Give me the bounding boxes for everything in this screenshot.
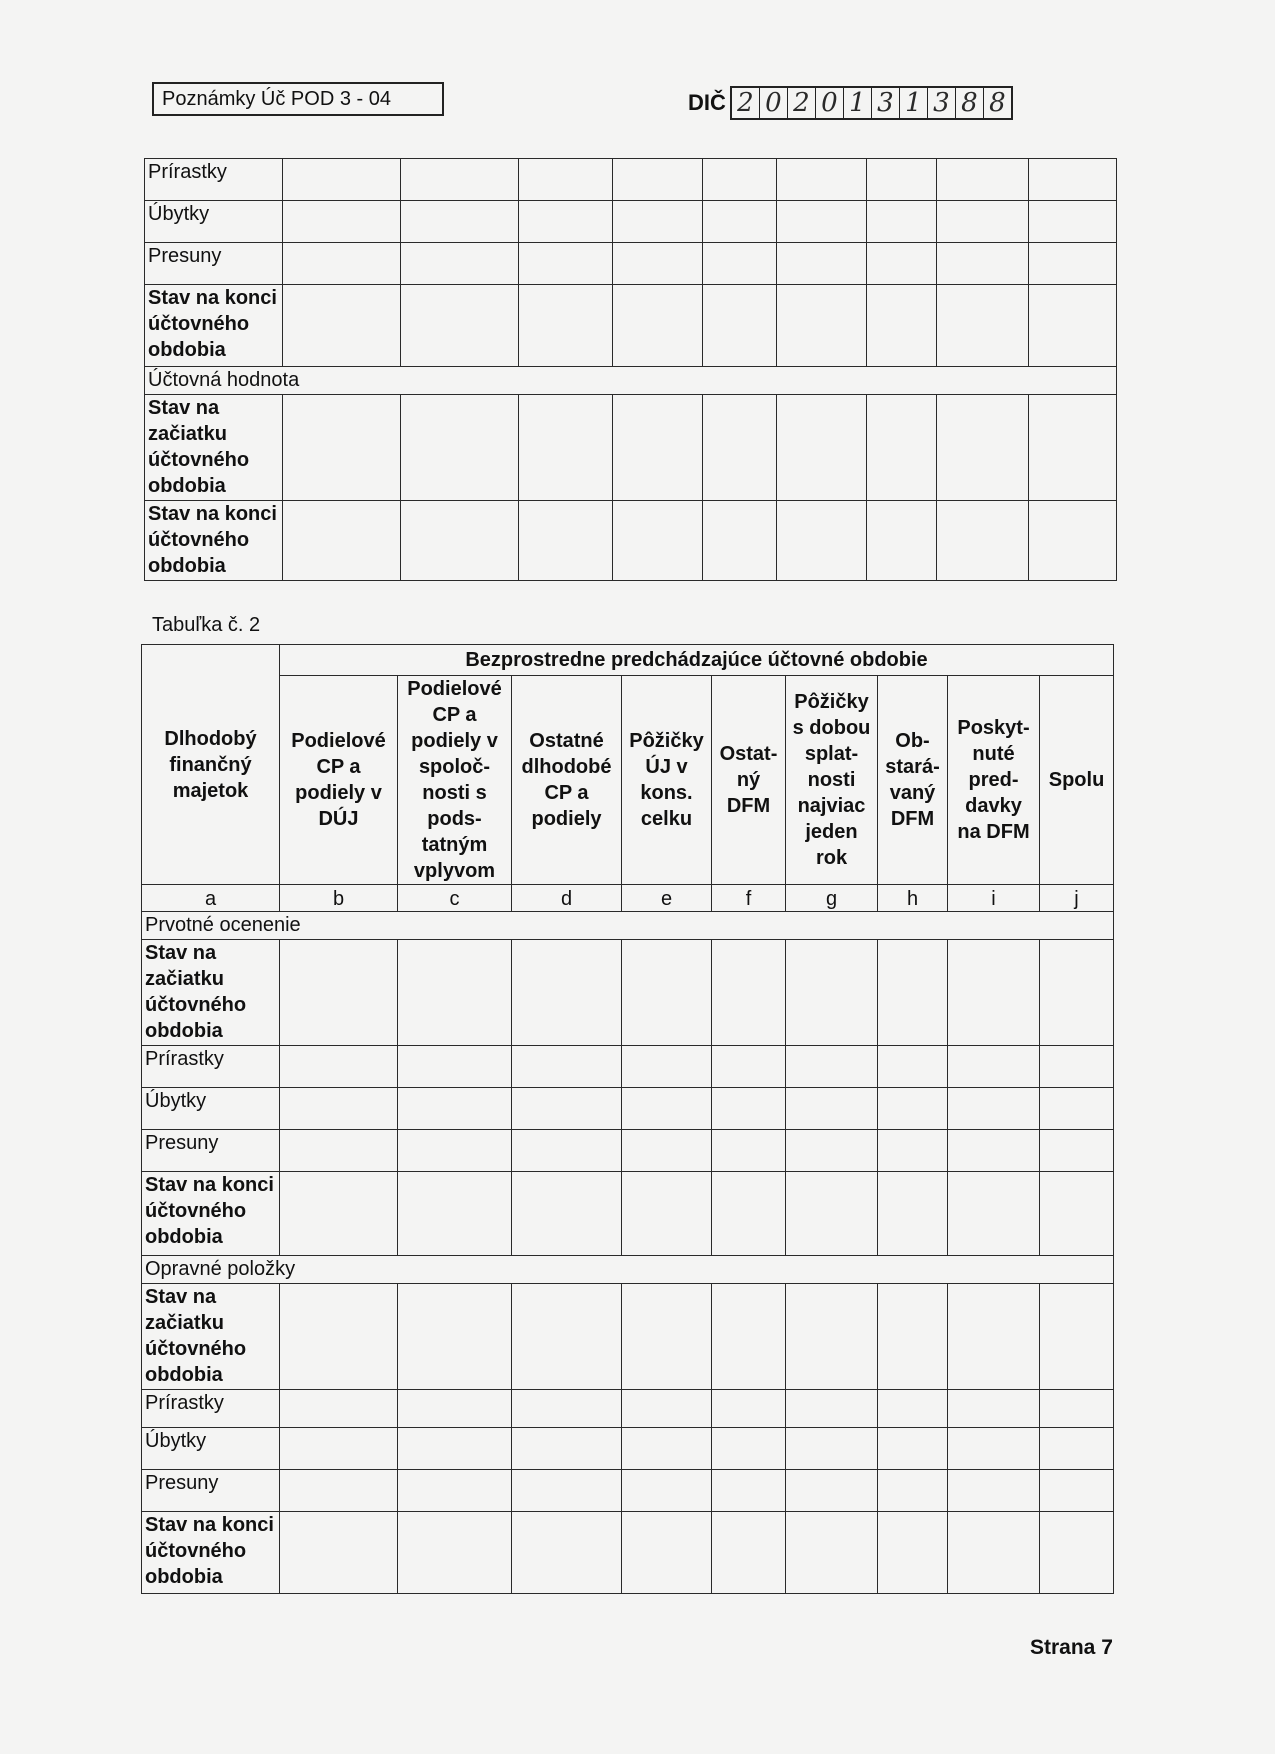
input-cell[interactable]: [786, 940, 878, 1046]
input-cell[interactable]: [622, 1046, 712, 1088]
input-cell[interactable]: [712, 1512, 786, 1594]
input-cell[interactable]: [283, 285, 401, 367]
column-header: Spolu: [1040, 676, 1114, 885]
input-cell[interactable]: [867, 395, 937, 501]
input-cell[interactable]: [712, 1284, 786, 1390]
row-label: Presuny: [142, 1130, 280, 1172]
form-reference: Poznámky Úč POD 3 - 04: [152, 82, 444, 116]
input-cell[interactable]: [712, 1470, 786, 1512]
input-cell[interactable]: [712, 1046, 786, 1088]
input-cell[interactable]: [512, 1390, 622, 1428]
input-cell[interactable]: [1029, 501, 1117, 581]
input-cell[interactable]: [1040, 1088, 1114, 1130]
input-cell[interactable]: [948, 1046, 1040, 1088]
input-cell[interactable]: [878, 1390, 948, 1428]
input-cell[interactable]: [622, 1088, 712, 1130]
input-cell[interactable]: [283, 159, 401, 201]
dic-digit: 3: [927, 88, 955, 118]
input-cell[interactable]: [948, 1428, 1040, 1470]
column-header: Ob- stará- vaný DFM: [878, 676, 948, 885]
section-label: Účtovná hodnota: [145, 367, 1117, 395]
input-cell[interactable]: [280, 940, 398, 1046]
column-letter: j: [1040, 885, 1114, 912]
input-cell[interactable]: [948, 1130, 1040, 1172]
input-cell[interactable]: [512, 1428, 622, 1470]
input-cell[interactable]: [878, 1284, 948, 1390]
input-cell[interactable]: [622, 1284, 712, 1390]
input-cell[interactable]: [622, 1172, 712, 1256]
column-header: Pôžičky ÚJ v kons. celku: [622, 676, 712, 885]
dic-digit: 1: [899, 88, 927, 118]
input-cell[interactable]: [786, 1512, 878, 1594]
input-cell[interactable]: [786, 1470, 878, 1512]
input-cell[interactable]: [512, 1512, 622, 1594]
input-cell[interactable]: [283, 395, 401, 501]
table-row: [142, 1046, 1114, 1088]
column-header: Ostat- ný DFM: [712, 676, 786, 885]
input-cell[interactable]: [613, 201, 703, 243]
input-cell[interactable]: [1040, 1390, 1114, 1428]
dic-field: [688, 86, 1013, 120]
input-cell[interactable]: [398, 1512, 512, 1594]
input-cell[interactable]: [948, 1172, 1040, 1256]
input-cell[interactable]: [280, 1172, 398, 1256]
input-cell[interactable]: [401, 395, 519, 501]
input-cell[interactable]: [280, 1046, 398, 1088]
row-label: Stav na konci účtovného obdobia: [145, 501, 283, 581]
input-cell[interactable]: [280, 1428, 398, 1470]
input-cell[interactable]: [777, 501, 867, 581]
input-cell[interactable]: [398, 1428, 512, 1470]
input-cell[interactable]: [867, 159, 937, 201]
input-cell[interactable]: [867, 201, 937, 243]
table-row: [145, 159, 1117, 201]
header-row: [142, 676, 1114, 885]
input-cell[interactable]: [1040, 1428, 1114, 1470]
input-cell[interactable]: [283, 201, 401, 243]
input-cell[interactable]: [398, 1284, 512, 1390]
input-cell[interactable]: [878, 1172, 948, 1256]
column-letter: h: [878, 885, 948, 912]
input-cell[interactable]: [1040, 1130, 1114, 1172]
input-cell[interactable]: [512, 940, 622, 1046]
input-cell[interactable]: [786, 1284, 878, 1390]
row-label: Stav na začiatku účtovného obdobia: [142, 940, 280, 1046]
input-cell[interactable]: [703, 285, 777, 367]
input-cell[interactable]: [280, 1130, 398, 1172]
input-cell[interactable]: [519, 395, 613, 501]
input-cell[interactable]: [519, 159, 613, 201]
input-cell[interactable]: [401, 501, 519, 581]
table-row: [142, 1390, 1114, 1428]
table-row: [142, 1130, 1114, 1172]
input-cell[interactable]: [878, 1046, 948, 1088]
input-cell[interactable]: [878, 1428, 948, 1470]
input-cell[interactable]: [280, 1390, 398, 1428]
input-cell[interactable]: [948, 1512, 1040, 1594]
input-cell[interactable]: [777, 395, 867, 501]
input-cell[interactable]: [786, 1046, 878, 1088]
row-label: Stav na konci účtovného obdobia: [145, 285, 283, 367]
input-cell[interactable]: [280, 1088, 398, 1130]
table-row: [145, 201, 1117, 243]
input-cell[interactable]: [948, 1390, 1040, 1428]
input-cell[interactable]: [512, 1130, 622, 1172]
input-cell[interactable]: [777, 159, 867, 201]
input-cell[interactable]: [703, 201, 777, 243]
input-cell[interactable]: [1040, 1172, 1114, 1256]
column-letter: a: [142, 885, 280, 912]
row-label: Úbytky: [142, 1088, 280, 1130]
input-cell[interactable]: [1040, 1284, 1114, 1390]
input-cell[interactable]: [712, 1428, 786, 1470]
input-cell[interactable]: [777, 201, 867, 243]
row-label: Prírastky: [142, 1390, 280, 1428]
input-cell[interactable]: [398, 1088, 512, 1130]
row-label: Prírastky: [142, 1046, 280, 1088]
column-header: Poskyt- nuté pred- davky na DFM: [948, 676, 1040, 885]
input-cell[interactable]: [398, 1046, 512, 1088]
dic-digit: 0: [815, 88, 843, 118]
input-cell[interactable]: [937, 285, 1029, 367]
table-row: [142, 1088, 1114, 1130]
header-row: [142, 645, 1114, 676]
input-cell[interactable]: [613, 159, 703, 201]
input-cell[interactable]: [280, 1284, 398, 1390]
dic-label: DIČ: [688, 90, 726, 115]
section-row: [142, 1256, 1114, 1284]
row-label: Úbytky: [142, 1428, 280, 1470]
column-title: Dlhodobý finančný majetok: [164, 727, 257, 802]
input-cell[interactable]: [937, 501, 1029, 581]
input-cell[interactable]: [398, 1470, 512, 1512]
column-header: Ostatné dlhodobé CP a podiely: [512, 676, 622, 885]
table-row: [142, 1172, 1114, 1256]
input-cell[interactable]: [1029, 395, 1117, 501]
input-cell[interactable]: [398, 1172, 512, 1256]
column-header: Podielové CP a podiely v DÚJ: [280, 676, 398, 885]
input-cell[interactable]: [512, 1172, 622, 1256]
section-row: [145, 367, 1117, 395]
input-cell[interactable]: [398, 1130, 512, 1172]
dic-digit: 2: [737, 88, 754, 118]
input-cell[interactable]: [512, 1046, 622, 1088]
table-row: [142, 1284, 1114, 1390]
input-cell[interactable]: [1029, 159, 1117, 201]
input-cell[interactable]: [519, 201, 613, 243]
input-cell[interactable]: [712, 1172, 786, 1256]
input-cell[interactable]: [1040, 1470, 1114, 1512]
dic-digit: 2: [787, 88, 815, 118]
table-row: [145, 501, 1117, 581]
input-cell[interactable]: [703, 243, 777, 285]
input-cell[interactable]: [512, 1470, 622, 1512]
input-cell[interactable]: [878, 1512, 948, 1594]
row-label: Úbytky: [145, 201, 283, 243]
input-cell[interactable]: [937, 243, 1029, 285]
dic-digit: 1: [843, 88, 871, 118]
input-cell[interactable]: [622, 1428, 712, 1470]
input-cell[interactable]: [786, 1130, 878, 1172]
row-label: Presuny: [145, 243, 283, 285]
section-row: [142, 912, 1114, 940]
input-cell[interactable]: [712, 1088, 786, 1130]
column-letter: e: [622, 885, 712, 912]
input-cell[interactable]: [786, 1172, 878, 1256]
table-row: [145, 243, 1117, 285]
input-cell[interactable]: [777, 243, 867, 285]
column-letter: f: [712, 885, 786, 912]
dic-digit: 3: [871, 88, 899, 118]
dfm-table-current: [144, 158, 1117, 581]
input-cell[interactable]: [613, 243, 703, 285]
input-cell[interactable]: [1029, 285, 1117, 367]
row-label: Stav na začiatku účtovného obdobia: [145, 395, 283, 501]
column-header: [142, 645, 280, 885]
table-row: [145, 395, 1117, 501]
input-cell[interactable]: [703, 159, 777, 201]
table-caption: Tabuľka č. 2: [152, 614, 261, 636]
input-cell[interactable]: [401, 243, 519, 285]
input-cell[interactable]: [948, 1284, 1040, 1390]
input-cell[interactable]: [786, 1088, 878, 1130]
input-cell[interactable]: [948, 1088, 1040, 1130]
dic-digit: 0: [759, 88, 787, 118]
input-cell[interactable]: [878, 1088, 948, 1130]
input-cell[interactable]: [712, 940, 786, 1046]
input-cell[interactable]: [622, 1390, 712, 1428]
table-row: [142, 1512, 1114, 1594]
input-cell[interactable]: [512, 1284, 622, 1390]
input-cell[interactable]: [1040, 1046, 1114, 1088]
column-letter: d: [512, 885, 622, 912]
row-label: Presuny: [142, 1470, 280, 1512]
table-row: [145, 285, 1117, 367]
input-cell[interactable]: [398, 940, 512, 1046]
input-cell[interactable]: [613, 395, 703, 501]
row-label: Stav na začiatku účtovného obdobia: [142, 1284, 280, 1390]
input-cell[interactable]: [878, 1470, 948, 1512]
input-cell[interactable]: [401, 159, 519, 201]
input-cell[interactable]: [867, 243, 937, 285]
dfm-table-previous: [141, 644, 1114, 1594]
table-row: [142, 940, 1114, 1046]
input-cell[interactable]: [398, 1390, 512, 1428]
input-cell[interactable]: [519, 243, 613, 285]
input-cell[interactable]: [613, 285, 703, 367]
input-cell[interactable]: [786, 1390, 878, 1428]
input-cell[interactable]: [786, 1428, 878, 1470]
input-cell[interactable]: [703, 501, 777, 581]
section-label: Prvotné ocenenie: [142, 912, 1114, 940]
column-letter: b: [280, 885, 398, 912]
letter-row: [142, 885, 1114, 912]
input-cell[interactable]: [867, 285, 937, 367]
dic-digit: 8: [983, 88, 1011, 118]
column-letter: c: [398, 885, 512, 912]
input-cell[interactable]: [622, 1512, 712, 1594]
input-cell[interactable]: [283, 501, 401, 581]
column-header: Pôžičky s dobou splat- nosti najviac jeden rok: [786, 676, 878, 885]
input-cell[interactable]: [622, 1470, 712, 1512]
input-cell[interactable]: [512, 1088, 622, 1130]
group-header: Bezprostredne predchádzajúce účtovné obdobie: [280, 645, 1114, 676]
input-cell[interactable]: [401, 285, 519, 367]
input-cell[interactable]: [712, 1390, 786, 1428]
input-cell[interactable]: [1029, 243, 1117, 285]
input-cell[interactable]: [622, 1130, 712, 1172]
input-cell[interactable]: [283, 243, 401, 285]
input-cell[interactable]: [401, 201, 519, 243]
input-cell[interactable]: [280, 1512, 398, 1594]
input-cell[interactable]: [948, 940, 1040, 1046]
input-cell[interactable]: [878, 1130, 948, 1172]
input-cell[interactable]: [937, 201, 1029, 243]
input-cell[interactable]: [878, 940, 948, 1046]
column-header: Podielové CP a podiely v spoloč- nosti s pods- tatným vplyvom: [398, 676, 512, 885]
row-label: Stav na konci účtovného obdobia: [142, 1172, 280, 1256]
row-label: Prírastky: [145, 159, 283, 201]
page-number: Strana 7: [1030, 1636, 1113, 1659]
input-cell[interactable]: [937, 159, 1029, 201]
column-letter: i: [948, 885, 1040, 912]
input-cell[interactable]: [937, 395, 1029, 501]
input-cell[interactable]: [519, 501, 613, 581]
input-cell[interactable]: [1040, 1512, 1114, 1594]
input-cell[interactable]: [948, 1470, 1040, 1512]
input-cell[interactable]: [613, 501, 703, 581]
input-cell[interactable]: [712, 1130, 786, 1172]
row-label: Stav na konci účtovného obdobia: [142, 1512, 280, 1594]
input-cell[interactable]: [1040, 940, 1114, 1046]
dic-digit: 8: [955, 88, 983, 118]
input-cell[interactable]: [280, 1470, 398, 1512]
input-cell[interactable]: [1029, 201, 1117, 243]
input-cell[interactable]: [867, 501, 937, 581]
dic-digit-boxes: [730, 86, 1013, 120]
input-cell[interactable]: [519, 285, 613, 367]
input-cell[interactable]: [777, 285, 867, 367]
table-row: [142, 1428, 1114, 1470]
section-label: Opravné položky: [142, 1256, 1114, 1284]
input-cell[interactable]: [622, 940, 712, 1046]
input-cell[interactable]: [703, 395, 777, 501]
column-letter: g: [786, 885, 878, 912]
table-row: [142, 1470, 1114, 1512]
